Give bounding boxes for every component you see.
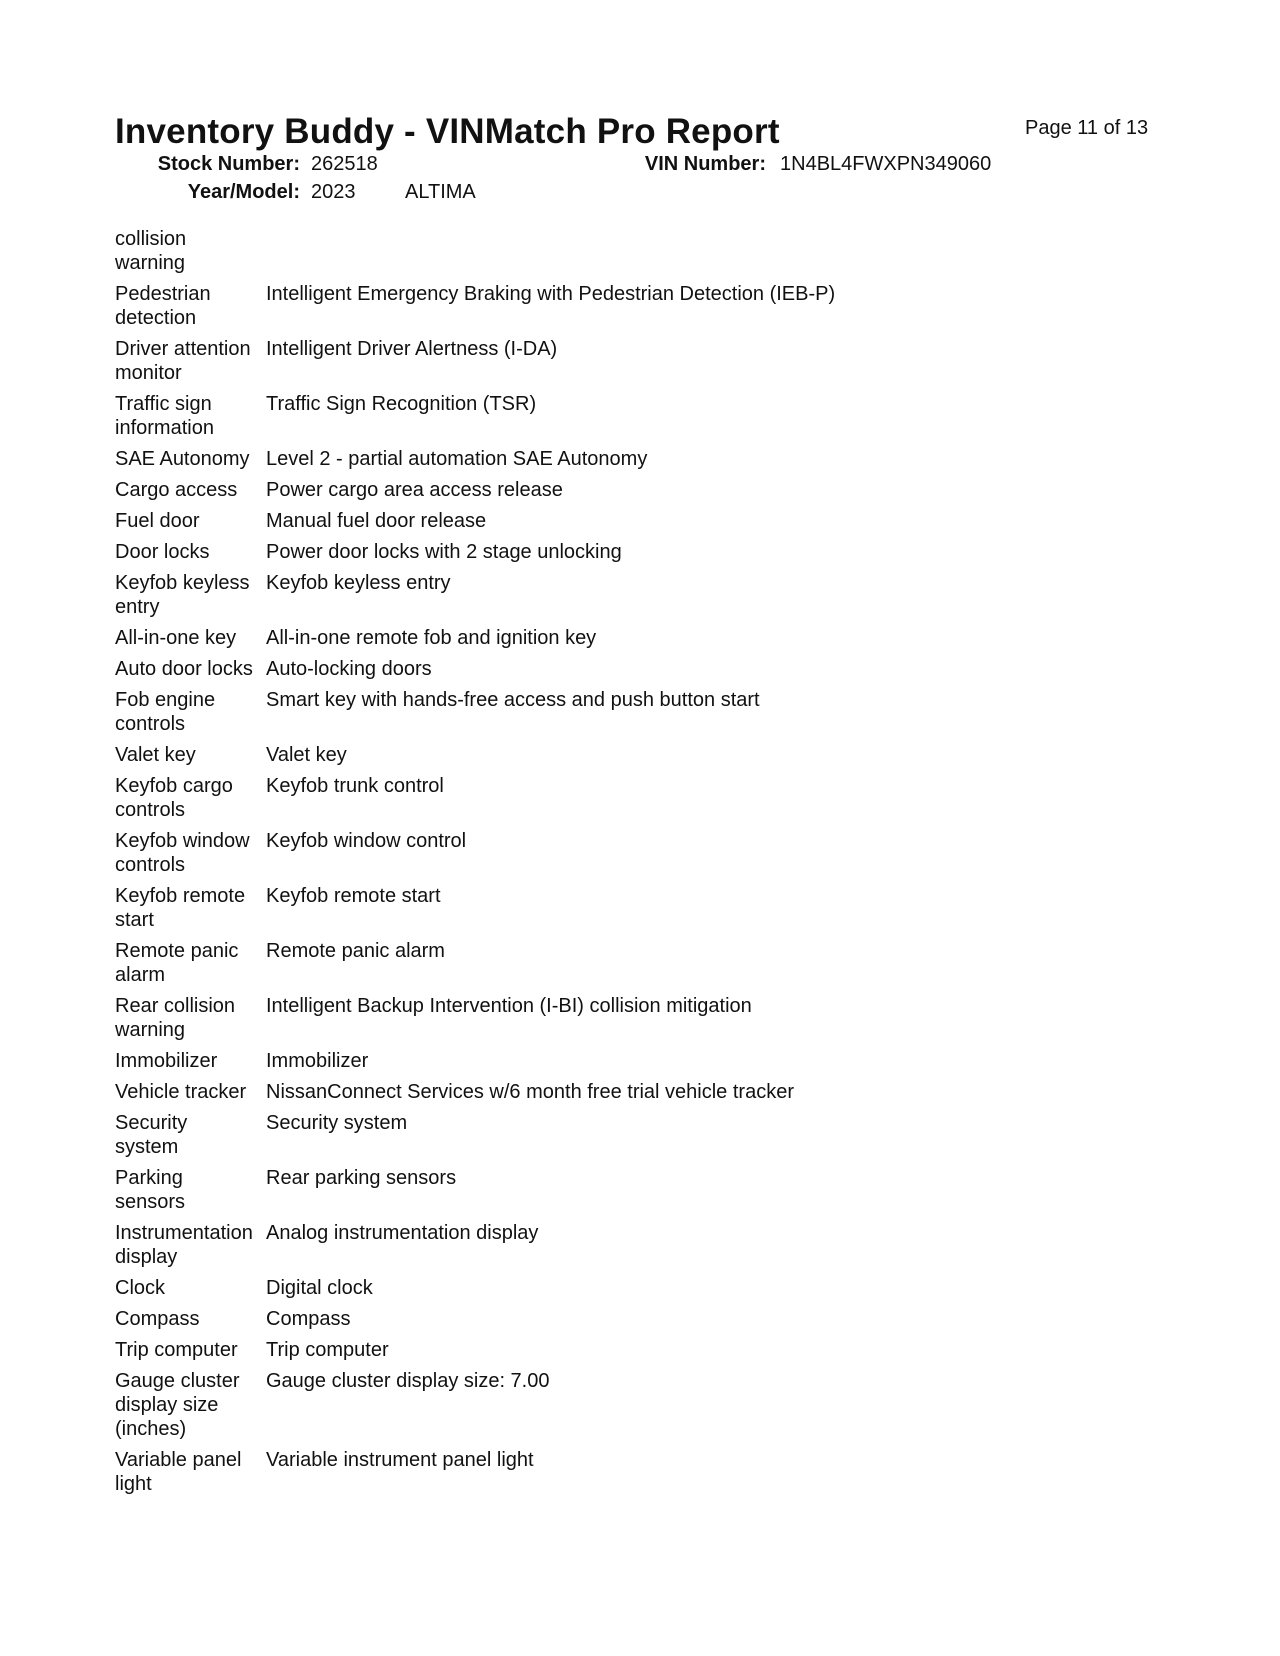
feature-value: Valet key bbox=[266, 744, 347, 766]
feature-row bbox=[115, 1369, 1115, 1448]
feature-row bbox=[115, 1307, 1115, 1338]
feature-row bbox=[115, 939, 1115, 994]
feature-label: Remote panic alarm bbox=[115, 940, 239, 986]
feature-list bbox=[115, 227, 1115, 1503]
feature-label: Clock bbox=[115, 1277, 166, 1299]
feature-label: Compass bbox=[115, 1308, 200, 1330]
feature-value: Intelligent Backup Intervention (I-BI) collision mitigation bbox=[266, 995, 752, 1017]
feature-row bbox=[115, 1221, 1115, 1276]
feature-value: Immobilizer bbox=[266, 1050, 369, 1072]
feature-value bbox=[266, 227, 1115, 275]
feature-label: Keyfob window controls bbox=[115, 830, 250, 876]
page-title: Inventory Buddy - VINMatch Pro Report bbox=[115, 112, 780, 151]
feature-value: Traffic Sign Recognition (TSR) bbox=[266, 393, 537, 415]
feature-label: Variable panel light bbox=[115, 1449, 242, 1495]
feature-value: Keyfob remote start bbox=[266, 885, 441, 907]
feature-label: Fuel door bbox=[115, 510, 200, 532]
year-value: 2023 bbox=[311, 181, 356, 203]
feature-label: Rear collision warning bbox=[115, 995, 236, 1041]
feature-value: Intelligent Driver Alertness (I-DA) bbox=[266, 338, 558, 360]
feature-value: Compass bbox=[266, 1308, 351, 1330]
feature-row bbox=[115, 829, 1115, 884]
model-value: ALTIMA bbox=[405, 181, 476, 203]
feature-label: Vehicle tracker bbox=[115, 1081, 247, 1103]
feature-row bbox=[115, 774, 1115, 829]
feature-value: Level 2 - partial automation SAE Autonomy bbox=[266, 448, 648, 470]
feature-label: Keyfob keyless entry bbox=[115, 572, 250, 618]
stock-number-value: 262518 bbox=[311, 153, 378, 175]
feature-row bbox=[115, 447, 1115, 478]
feature-value: Power door locks with 2 stage unlocking bbox=[266, 541, 622, 563]
feature-label: Keyfob cargo controls bbox=[115, 775, 233, 821]
feature-row bbox=[115, 392, 1115, 447]
feature-label: Instrumentation display bbox=[115, 1222, 253, 1268]
feature-row bbox=[115, 688, 1115, 743]
feature-row bbox=[115, 509, 1115, 540]
feature-value: All-in-one remote fob and ignition key bbox=[266, 627, 597, 649]
feature-value: Keyfob keyless entry bbox=[266, 572, 451, 594]
feature-value: NissanConnect Services w/6 month free trial vehicle tracker bbox=[266, 1081, 794, 1103]
feature-row bbox=[115, 227, 1115, 282]
feature-label: Door locks bbox=[115, 541, 210, 563]
feature-row bbox=[115, 657, 1115, 688]
feature-row bbox=[115, 571, 1115, 626]
feature-label: Trip computer bbox=[115, 1339, 238, 1361]
feature-row bbox=[115, 337, 1115, 392]
page-number: Page 11 of 13 bbox=[1025, 117, 1149, 139]
feature-label: collision warning bbox=[115, 228, 187, 274]
feature-label: Security system bbox=[115, 1112, 188, 1158]
feature-value: Power cargo area access release bbox=[266, 479, 563, 501]
feature-row bbox=[115, 282, 1115, 337]
stock-number-label: Stock Number: bbox=[157, 153, 300, 175]
feature-label: Gauge cluster display size (inches) bbox=[115, 1370, 240, 1440]
feature-row bbox=[115, 884, 1115, 939]
feature-label: Driver attention monitor bbox=[115, 338, 251, 384]
feature-row bbox=[115, 540, 1115, 571]
feature-row bbox=[115, 1276, 1115, 1307]
feature-value: Intelligent Emergency Braking with Pedestrian Detection (IEB-P) bbox=[266, 283, 836, 305]
feature-row bbox=[115, 626, 1115, 657]
feature-row bbox=[115, 1111, 1115, 1166]
feature-row bbox=[115, 1166, 1115, 1221]
feature-row bbox=[115, 478, 1115, 509]
feature-value: Variable instrument panel light bbox=[266, 1449, 534, 1471]
feature-value: Remote panic alarm bbox=[266, 940, 445, 962]
year-model-label: Year/Model: bbox=[187, 181, 300, 203]
feature-value: Auto-locking doors bbox=[266, 658, 432, 680]
feature-value: Keyfob window control bbox=[266, 830, 467, 852]
vin-number-label: VIN Number: bbox=[644, 153, 766, 175]
feature-row bbox=[115, 1448, 1115, 1503]
feature-value: Gauge cluster display size: 7.00 bbox=[266, 1370, 550, 1392]
feature-value: Analog instrumentation display bbox=[266, 1222, 539, 1244]
feature-label: Pedestrian detection bbox=[115, 283, 211, 329]
feature-value: Security system bbox=[266, 1112, 408, 1134]
feature-label: Traffic sign information bbox=[115, 393, 214, 439]
feature-row bbox=[115, 1080, 1115, 1111]
vin-number-value: 1N4BL4FWXPN349060 bbox=[780, 153, 992, 175]
feature-label: Keyfob remote start bbox=[115, 885, 246, 931]
feature-value: Manual fuel door release bbox=[266, 510, 487, 532]
feature-value: Rear parking sensors bbox=[266, 1167, 457, 1189]
feature-label: Immobilizer bbox=[115, 1050, 218, 1072]
feature-row bbox=[115, 743, 1115, 774]
feature-label: Valet key bbox=[115, 744, 196, 766]
feature-value: Smart key with hands-free access and push button start bbox=[266, 689, 760, 711]
feature-row bbox=[115, 1338, 1115, 1369]
feature-label: All-in-one key bbox=[115, 627, 237, 649]
feature-value: Trip computer bbox=[266, 1339, 389, 1361]
feature-value: Digital clock bbox=[266, 1277, 373, 1299]
feature-row bbox=[115, 994, 1115, 1049]
feature-label: Parking sensors bbox=[115, 1167, 186, 1213]
feature-label: Fob engine controls bbox=[115, 689, 216, 735]
feature-value: Keyfob trunk control bbox=[266, 775, 444, 797]
feature-label: Cargo access bbox=[115, 479, 238, 501]
feature-label: Auto door locks bbox=[115, 658, 253, 680]
feature-row bbox=[115, 1049, 1115, 1080]
feature-label: SAE Autonomy bbox=[115, 448, 250, 470]
